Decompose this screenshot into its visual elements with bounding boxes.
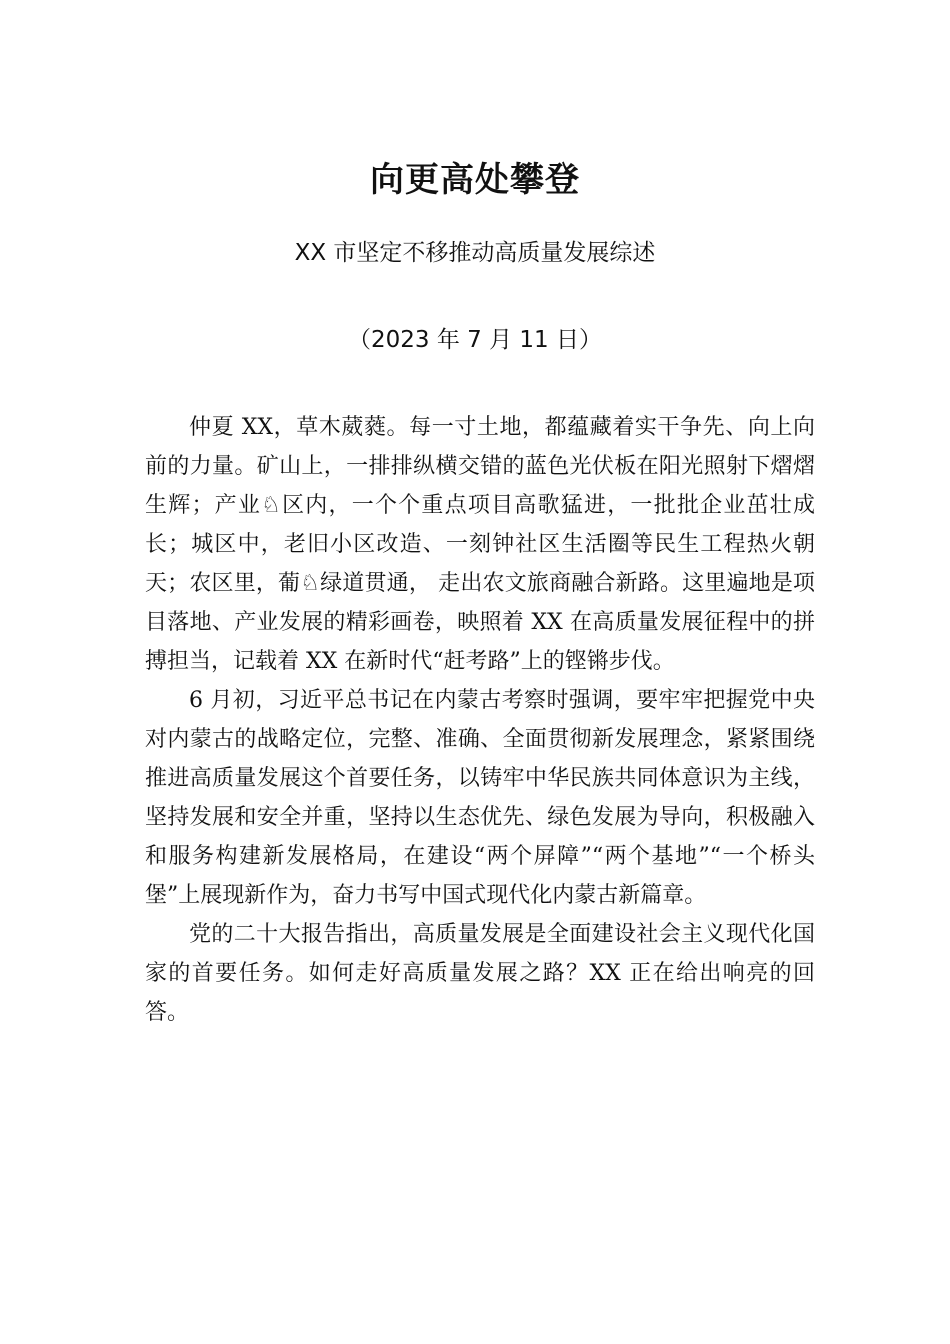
document-subtitle: XX 市坚定不移推动高质量发展综述 <box>294 240 656 266</box>
document-body <box>145 408 815 1032</box>
document-title: 向更高处攀登 <box>370 160 580 200</box>
document-date: （2023 年 7 月 11 日） <box>348 327 602 353</box>
body-paragraph: 6 月初，习近平总书记在内蒙古考察时强调，要牢牢把握党中央对内蒙古的战略定位，完整、准确、全面贯彻新发展理念，紧紧围绕推进高质量发展这个首要任务，以铸牢中华民族共同体意识为主线，坚持发展和安全并重，坚持以生态优先、绿色发展为导向，积极融入和服务构建新发展格局，在建设“两个屏障”“两个基地”“一个桥头堡”上展现新作为，奋力书写中国式现代化内蒙古新篇章。 <box>145 688 815 908</box>
body-paragraph: 仲夏 XX，草木葳蕤。每一寸土地，都蕴藏着实干争先、向上向前的力量。矿山上，一排排纵横交错的蓝色光伏板在阳光照射下熠熠生辉；产业♘区内，一个个重点项目高歌猛进，一批批企业茁壮成长；城区中，老旧小区改造、一刻钟社区生活圈等民生工程热火朝天；农区里，葡♘绿道贯通， 走出农文旅商融合新路。这里遍地是项目落地、产业发展的精彩画卷，映照着 XX 在高质量发展征程中的拼搏担当，记载着 XX 在新时代“赶考路”上的铿锵步伐。 <box>145 415 815 674</box>
body-paragraph: 党的二十大报告指出，高质量发展是全面建设社会主义现代化国家的首要任务。如何走好高质量发展之路？XX 正在给出响亮的回答。 <box>145 922 815 1025</box>
